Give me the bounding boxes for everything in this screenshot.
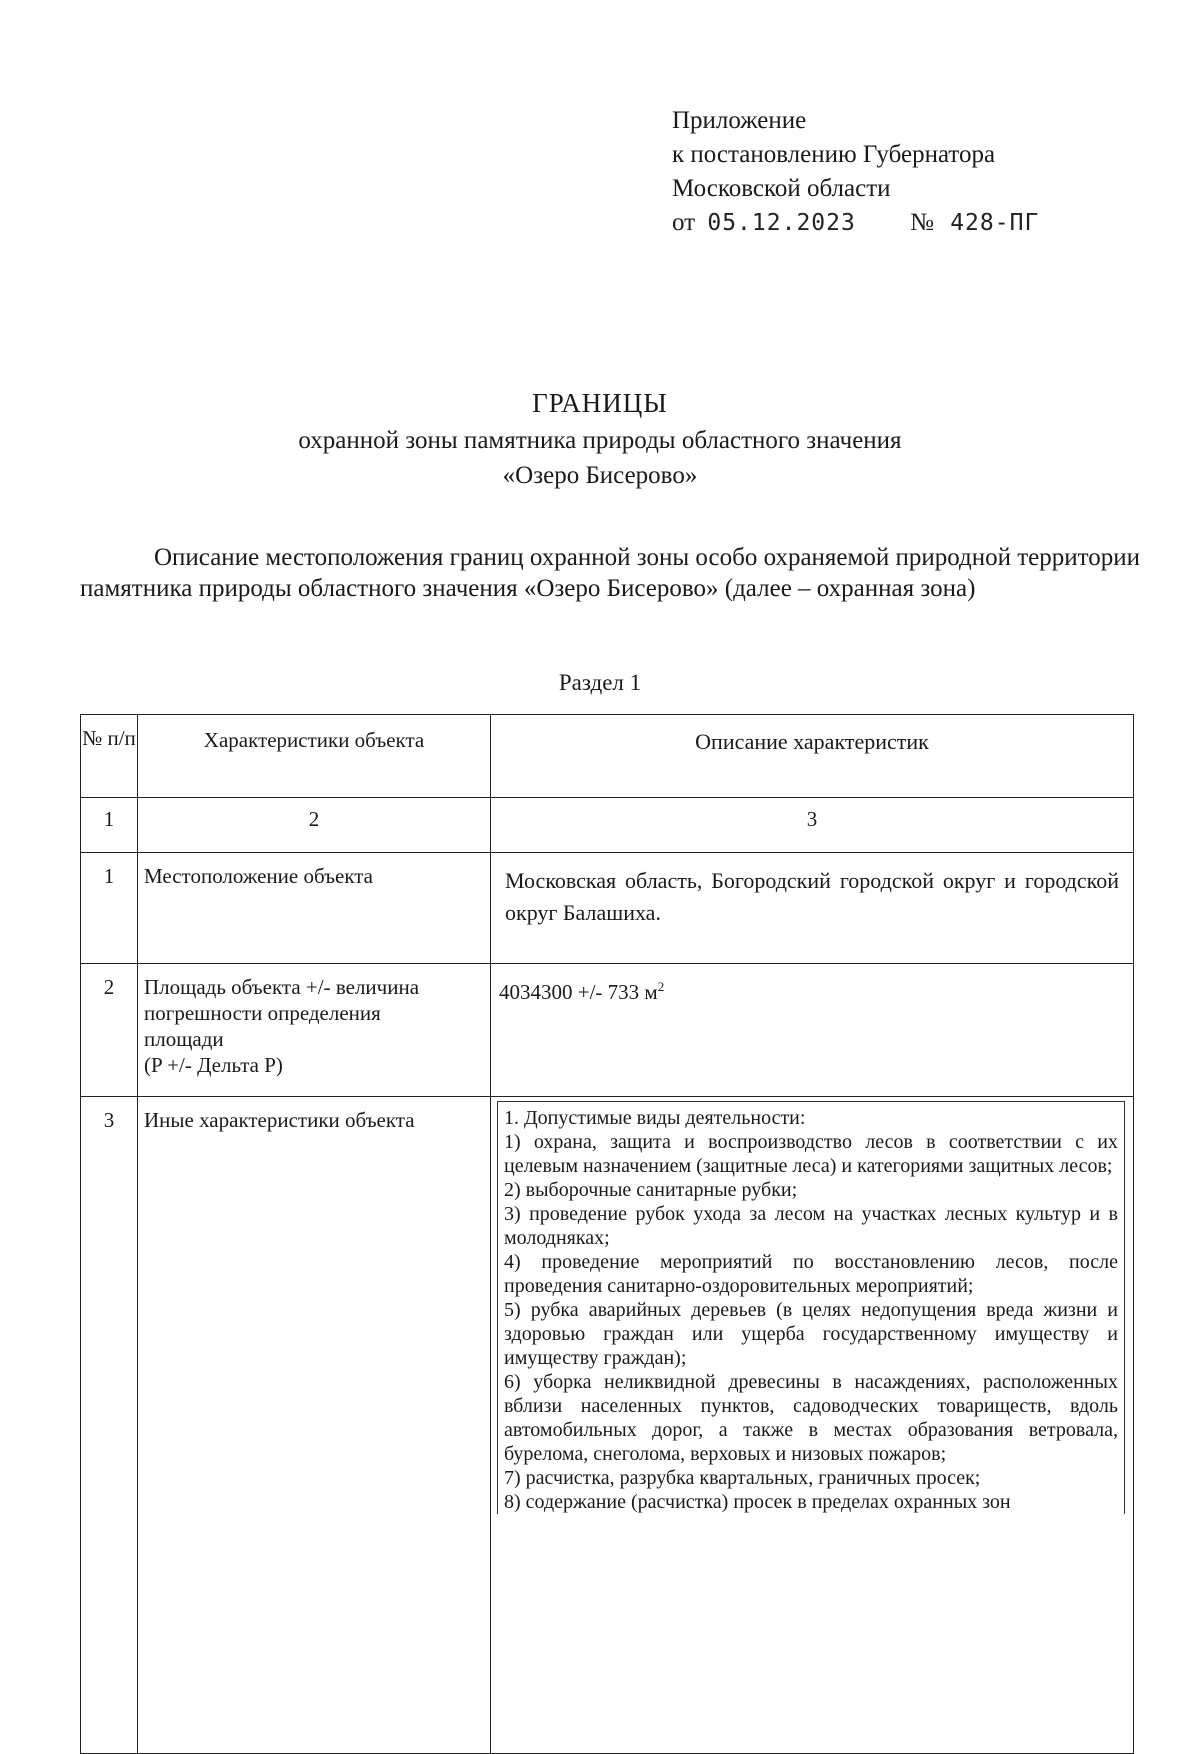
header-name: Характеристики объекта [138,715,491,798]
appendix-region: Московской области [672,175,891,202]
list-item: 6) уборка неликвидной древесины в насаждениях, расположенных вблизи населенных пунктов, садоводческих товариществ, вдоль автомобильных дорог, а также в местах образования ветровала, бурелома, снеголома, верховых и низовых пожаров; [504,1371,1118,1465]
row-num: 1 [81,853,138,964]
row-num: 3 [81,1097,138,1754]
decree-number: 428-ПГ [950,210,1040,236]
appendix-decree: к постановлению Губернатора [672,141,996,168]
title-main: ГРАНИЦЫ [532,388,668,418]
decree-date: 05.12.2023 [707,210,856,236]
list-item: 8) содержание (расчистка) просек в пределах охранных зон [504,1491,1011,1513]
row-name-line: погрешности определения [144,1001,381,1025]
row-name-line: площади [144,1027,224,1051]
area-value: 4034300 +/- 733 м [499,980,658,1004]
list-item: 2) выборочные санитарные рубки; [504,1179,798,1201]
document-title [0,386,1200,493]
appendix-title: Приложение [672,107,807,134]
section-label: Раздел 1 [558,670,642,695]
title-object-name: «Озеро Бисерово» [502,462,698,489]
col-number-1: 1 [81,798,138,853]
row-name [138,964,491,1097]
list-item: 1. Допустимые виды деятельности: [504,1107,806,1129]
number-label: № [910,209,934,236]
list-item: 5) рубка аварийных деревьев (в целях недопущения вреда жизни и здоровью граждан или ущерба государственному имуществу и имуществу граждан); [504,1299,1118,1369]
characteristics-table [80,714,1134,1754]
row-name-line: (P +/- Дельта P) [144,1053,283,1077]
table-row [81,1097,1134,1754]
list-item: 7) расчистка, разрубка квартальных, граничных просек; [504,1467,981,1489]
header-num: № п/п [81,715,138,798]
row-desc [491,964,1134,1097]
list-item: 1) охрана, защита и воспроизводство лесов в соответствии с их целевым назначением (защитные леса) и категориями защитных лесов; [504,1131,1118,1177]
list-item: 3) проведение рубок ухода за лесом на участках лесных культур и в молодняках; [504,1203,1118,1249]
row-desc [491,1097,1134,1754]
row-name-line: Площадь объекта +/- величина [144,975,420,999]
col-number-2: 2 [138,798,491,853]
appendix-block [672,104,1112,240]
row-num: 2 [81,964,138,1097]
permitted-activities-list [497,1101,1125,1514]
from-label: от [672,209,696,236]
row-name: Иные характеристики объекта [138,1097,491,1754]
area-unit-exponent: 2 [657,979,665,994]
row-desc: Московская область, Богородский городской округ и городской округ Балашиха. [491,853,1134,964]
column-number-row [81,798,1134,853]
title-subtitle: охранной зоны памятника природы областного значения [298,427,902,454]
boundary-description: Описание местоположения границ охранной зоны особо охраняемой природной территории памятника природы областного значения «Озеро Бисерово» (далее – охранная зона) [80,544,1140,602]
table-row [81,853,1134,964]
table-header-row [81,715,1134,798]
table-row [81,964,1134,1097]
row-name: Местоположение объекта [138,853,491,964]
header-desc: Описание характеристик [491,715,1134,798]
col-number-3: 3 [491,798,1134,853]
appendix-date-line [672,206,1112,240]
list-item: 4) проведение мероприятий по восстановлению лесов, после проведения санитарно-оздоровительных мероприятий; [504,1251,1118,1297]
